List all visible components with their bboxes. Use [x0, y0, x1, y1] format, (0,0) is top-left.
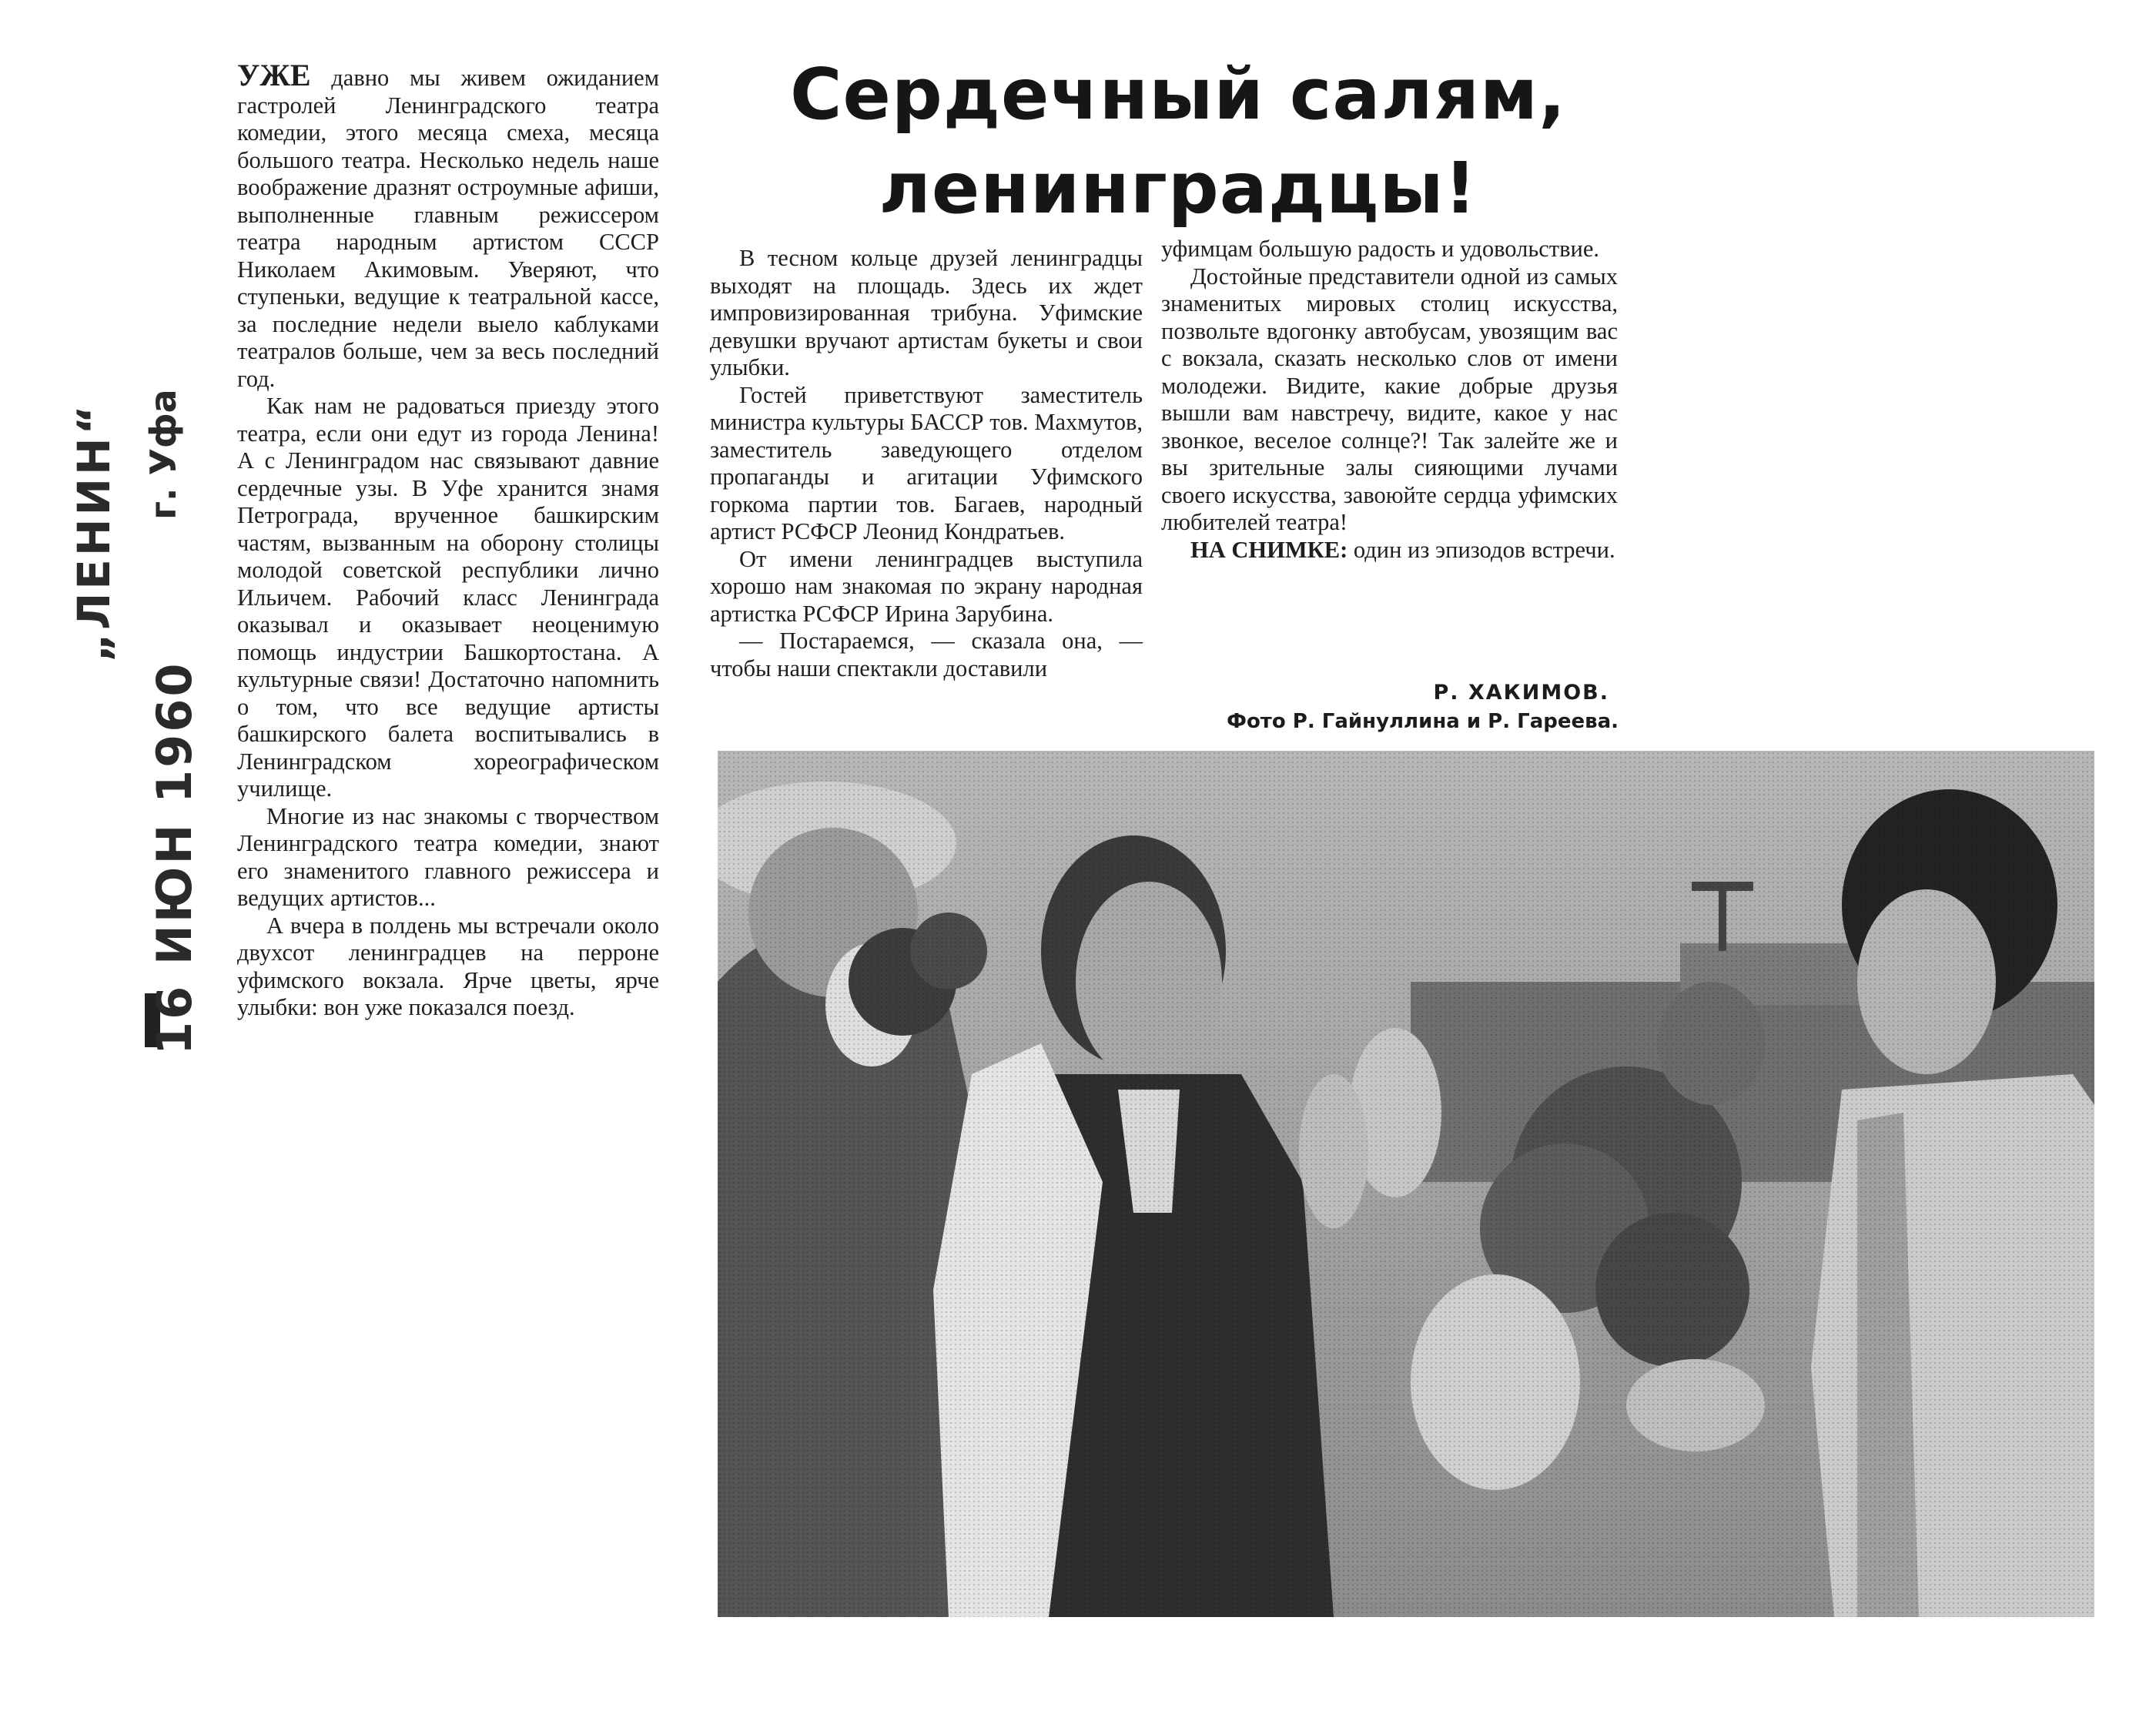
paragraph: уфимцам большую радость и удовольствие. — [1161, 236, 1599, 262]
article-column-2 — [710, 245, 1143, 682]
date-stamp: 16 ИЮН 1960 — [146, 661, 203, 1055]
headline — [755, 48, 1602, 236]
article-column-1 — [237, 58, 659, 1022]
article-column-3 — [1161, 236, 1618, 564]
photo-caption — [1161, 537, 1618, 564]
paragraph: А вчера в полдень мы встречали около двухсот ленинградцев на перроне уфимского вокзала. Ярче цветы, ярче улыбки: вон уже показался поезд. — [237, 912, 659, 1020]
newspaper-name-stamp: „ЛЕНИН“ — [68, 402, 120, 662]
paragraph-text: давно мы живем ожиданием гастролей Ленинградского театра комедии, этого месяца смеха, месяца большого театра. Несколько недель наше воображение дразнят остроумные афиши, выполненные главным режиссером театра народным артистом СССР Николаем Акимовым. Уверяют, что ступеньки, ведущие к театральной кассе, за последние недели выело каблуками театралов больше, чем за весь последний год. — [237, 65, 659, 392]
caption-label: НА СНИМКЕ: — [1190, 536, 1348, 563]
headline-line-1: Сердечный салям, — [789, 53, 1567, 136]
caption-text: один из эпизодов встречи. — [1348, 536, 1615, 563]
drop-cap: УЖЕ — [237, 58, 311, 92]
news-photo-illustration — [718, 751, 2094, 1617]
paragraph: Многие из нас знакомы с творчеством Ленинградского театра комедии, знают его знаменитого главного режиссера и ведущих артистов... — [237, 802, 659, 911]
headline-line-2: ленинградцы! — [879, 147, 1478, 229]
paragraph: Гостей приветствуют заместитель министра культуры БАССР тов. Махмутов, заместитель заведующего отделом пропаганды и агитации Уфимского горкома партии тов. Багаев, народный артист РСФСР Леонид Кондратьев. — [710, 381, 1143, 544]
paragraph: — Постараемся, — сказала она, — чтобы наши спектакли доставили — [710, 628, 1143, 681]
paragraph: От имени ленинградцев выступила хорошо нам знакомая по экрану народная артистка РСФСР Ирина Зарубина. — [710, 545, 1143, 627]
paragraph: Достойные представители одной из самых знаменитых мировых столиц искусства, позвольте вдогонку автобусам, увозящим вас с вокзала, сказать несколько слов от имени молодежи. Видите, какие добрые друзья вышли вам навстречу, видите, какое у нас звонкое, веселое солнце?! Так залейте же и вы зрительные залы сияющими лучами своего искусства, завоюйте сердца уфимских любителей театра! — [1161, 263, 1618, 535]
author-signature: Р. ХАКИМОВ. — [1433, 681, 1609, 705]
paragraph — [237, 58, 659, 393]
photo-credit: Фото Р. Гайнуллина и Р. Гареева. — [1227, 710, 1619, 733]
news-photo — [718, 751, 2094, 1617]
city-stamp: г. Уфа — [142, 389, 184, 520]
paragraph: Как нам не радоваться приезду этого театра, если они едут из города Ленина! А с Ленинградом нас связывают давние сердечные узы. В Уфе хранится знамя Петрограда, врученное башкирским частям, вызванным на оборону столицы молодой советской республики лично Ильичем. Рабочий класс Ленинграда оказывал и оказывает неоценимую помощь индустрии Башкортостана. А культурные связи! Достаточно напомнить о том, что все ведущие артисты башкирского балета воспитывались в Ленинградском хореографическом училище. — [237, 393, 659, 802]
paragraph: В тесном кольце друзей ленинградцы выходят на площадь. Здесь их ждет импровизированная трибуна. Уфимские девушки вручают артистам букеты и свои улыбки. — [710, 245, 1143, 380]
